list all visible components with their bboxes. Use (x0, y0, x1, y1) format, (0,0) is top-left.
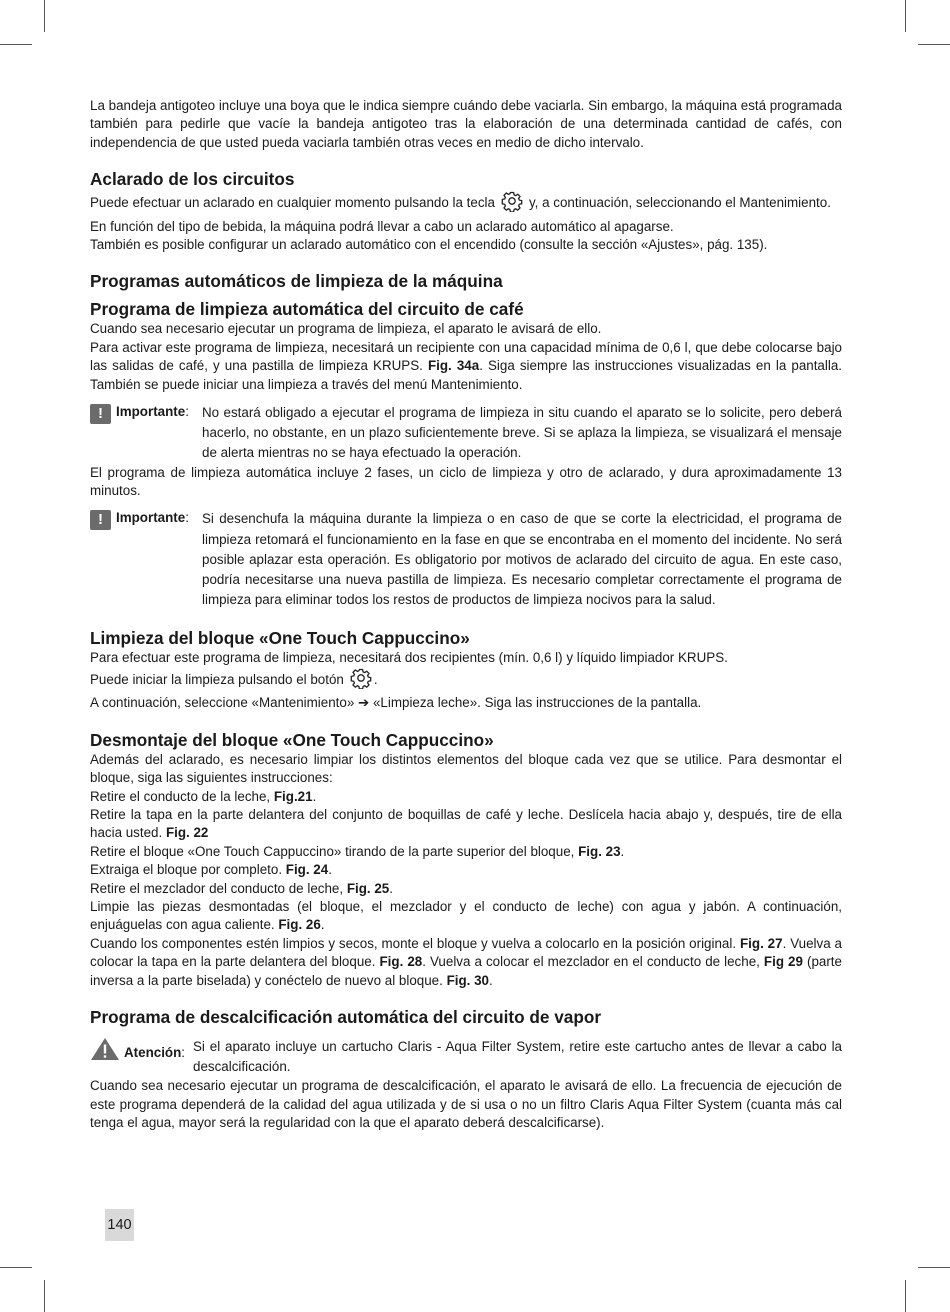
warning-triangle-icon (90, 1037, 120, 1066)
gear-icon (501, 190, 523, 217)
otc-clean-heading: Limpieza del bloque «One Touch Cappuccino» (90, 627, 470, 648)
disassembly-heading: Desmontaje del bloque «One Touch Cappuccino» (90, 729, 494, 750)
page-number: 140 (105, 1209, 134, 1241)
coffee-circuit-heading: Programa de limpieza automática del circuito de café (90, 299, 524, 320)
note-text: Si el aparato incluye un cartucho Claris - Aqua Filter System, retire este cartucho antes de llevar a cabo la descalcificación. (193, 1039, 842, 1075)
disassembly-step: Limpie las piezas desmontadas (el bloque, el mezclador y el conducto de leche) con agua y jabón. A continuación, enjuáguelas con agua caliente. Fig. 26. (90, 898, 842, 933)
disassembly-step: Retire el bloque «One Touch Cappuccino» tirando de la parte superior del bloque, Fig. 23. (90, 843, 625, 859)
gear-icon (350, 667, 372, 694)
crop-mark (905, 1280, 906, 1312)
important-note: ! Importante: No estará obligado a ejecutar el programa de limpieza in situ cuando el aparato se lo solicite, pero deberá hacerlo, no obstante, en un plazo suficientemente breve. Si se aplaza la limpieza, se visualizará el mensaje de alerta mientras no se haya efectuado la operación. (90, 403, 842, 464)
note-label: Atención (124, 1045, 182, 1060)
auto-clean-paragraph-2: Para activar este programa de limpieza, necesitará un recipiente con una capacidad mínima de 0,6 l, que debe colocarse bajo las salidas de café, y una pastilla de limpieza KRUPS. Fig. 34a. Siga siempre las instrucciones visualizadas en la pantalla. También se puede iniciar una limpieza a través del menú Mantenimiento. (90, 339, 842, 392)
intro-paragraph: La bandeja antigoteo incluye una boya que le indica siempre cuándo debe vaciarla. Sin embargo, la máquina está programada también para pedirle que vacíe la bandeja antigoteo tras la elaboración de una determinada cantidad de cafés, con independencia de que usted pueda vaciarla también otras veces en medio de dicho intervalo. (90, 98, 842, 150)
disassembly-intro: Además del aclarado, es necesario limpiar los distintos elementos del bloque cada vez que se utilice. Para desmontar el bloque, siga las siguientes instrucciones: (90, 751, 842, 786)
note-label: Importante (116, 404, 186, 420)
crop-mark (0, 1267, 32, 1268)
disassembly-step: Extraiga el bloque por completo. Fig. 24. (90, 862, 332, 878)
figure-ref: Fig. 22 (165, 825, 209, 841)
rinse-paragraph-3: También es posible configurar un aclarado automático con el encendido (consulte la sección «Ajustes», pág. 135). (90, 237, 768, 253)
figure-ref: Fig. 26 (278, 917, 321, 933)
attention-note: Atención: Si el aparato incluye un cartucho Claris - Aqua Filter System, retire este cartucho antes de llevar a cabo la descalcificación. (90, 1037, 842, 1077)
otc-clean-paragraph-3: A continuación, seleccione «Mantenimiento» ➔ «Limpieza leche». Siga las instrucciones de la pantalla. (90, 695, 702, 711)
crop-mark (0, 44, 32, 45)
figure-ref: Fig. 24 (285, 862, 329, 878)
auto-clean-paragraph-1: Cuando sea necesario ejecutar un programa de limpieza, el aparato le avisará de ello. (90, 321, 602, 337)
disassembly-step: Cuando los componentes estén limpios y secos, monte el bloque y vuelva a colocarlo en la posición original. Fig. 27. Vuelva a colocar la tapa en la parte delantera del bloque. Fig. 28. Vuelva a colocar el mezclador en el conducto de leche, Fig 29 (parte inversa a la parte biselada) y conéctelo de nuevo al bloque. Fig. 30. (90, 935, 842, 988)
figure-ref: Fig. 28 (379, 954, 423, 970)
figure-ref: Fig 29 (763, 954, 803, 970)
crop-mark (44, 1280, 45, 1312)
note-text: Si desenchufa la máquina durante la limpieza o en caso de que se corte la electricidad, el programa de limpieza retomará el funcionamiento en la fase en que se encontraba en el momento del incidente. No será posible aplazar esta operación. Es obligatorio por motivos de aclarado del circuito de agua. En este caso, podría necesitarse una nueva pastilla de limpieza. Es necesario completar correctamente el programa de limpieza para eliminar todos los restos de productos de limpieza nocivos para la salud. (202, 511, 842, 608)
descale-paragraph: Cuando sea necesario ejecutar un programa de descalcificación, el aparato le avisará de ello. La frecuencia de ejecución de este programa dependerá de la calidad del agua utilizada y de si usa o no un filtro Claris Aqua Filter System (cuanta más cal tenga el agua, mayor será la regularidad con la que el aparato deberá descalcificarse). (90, 1078, 842, 1131)
figure-ref: Fig. 23 (578, 843, 621, 859)
figure-ref: Fig. 30 (446, 972, 490, 988)
otc-clean-paragraph-2: Puede iniciar la limpieza pulsando el botón . (90, 667, 842, 694)
figure-ref: Fig.21 (273, 788, 313, 804)
crop-mark (905, 0, 906, 32)
disassembly-step: Retire el conducto de la leche, Fig.21. (90, 788, 317, 804)
disassembly-step: Retire la tapa en la parte delantera del conjunto de boquillas de café y leche. Deslícela hacia abajo y, después, tire de ella hacia usted. Fig. 22 (90, 806, 842, 841)
figure-ref: Fig. 34a (427, 358, 480, 374)
important-note: ! Importante: Si desenchufa la máquina durante la limpieza o en caso de que se corte la electricidad, el programa de limpieza retomará el funcionamiento en la fase en que se encontraba en el momento del incidente. No será posible aplazar esta operación. Es obligatorio por motivos de aclarado del circuito de agua. En este caso, podría necesitarse una nueva pastilla de limpieza. Es necesario completar correctamente el programa de limpieza para eliminar todos los restos de productos de limpieza nocivos para la salud. (90, 509, 842, 610)
note-text: No estará obligado a ejecutar el programa de limpieza in situ cuando el aparato se lo solicite, pero deberá hacerlo, no obstante, en un plazo suficientemente breve. Si se aplaza la limpieza, se visualizará el mensaje de alerta mientras no se haya efectuado la operación. (202, 405, 842, 461)
figure-ref: Fig. 27 (739, 935, 783, 951)
auto-clean-heading: Programas automáticos de limpieza de la máquina (90, 271, 503, 292)
figure-ref: Fig. 25 (346, 880, 390, 896)
arrow-right-icon: ➔ (358, 695, 370, 711)
otc-clean-paragraph-1: Para efectuar este programa de limpieza, necesitará dos recipientes (mín. 0,6 l) y líquido limpiador KRUPS. (90, 649, 728, 665)
exclamation-icon: ! (90, 404, 111, 424)
disassembly-step: Retire el mezclador del conducto de leche, Fig. 25. (90, 880, 393, 896)
auto-clean-paragraph-3: El programa de limpieza automática incluye 2 fases, un ciclo de limpieza y otro de aclarado, y dura aproximadamente 13 minutos. (90, 464, 842, 499)
exclamation-icon: ! (90, 510, 111, 530)
descale-heading: Programa de descalcificación automática del circuito de vapor (90, 1007, 602, 1027)
page-content (90, 97, 842, 1133)
note-label: Importante (116, 510, 186, 526)
crop-mark (918, 1267, 950, 1268)
rinse-paragraph-1: Puede efectuar un aclarado en cualquier momento pulsando la tecla y, a continuación, seleccionando el Mantenimiento. (90, 190, 842, 217)
crop-mark (918, 44, 950, 45)
rinse-heading: Aclarado de los circuitos (90, 169, 295, 190)
rinse-paragraph-2: En función del tipo de bebida, la máquina podrá llevar a cabo un aclarado automático al apagarse. (90, 218, 674, 234)
crop-mark (44, 0, 45, 32)
